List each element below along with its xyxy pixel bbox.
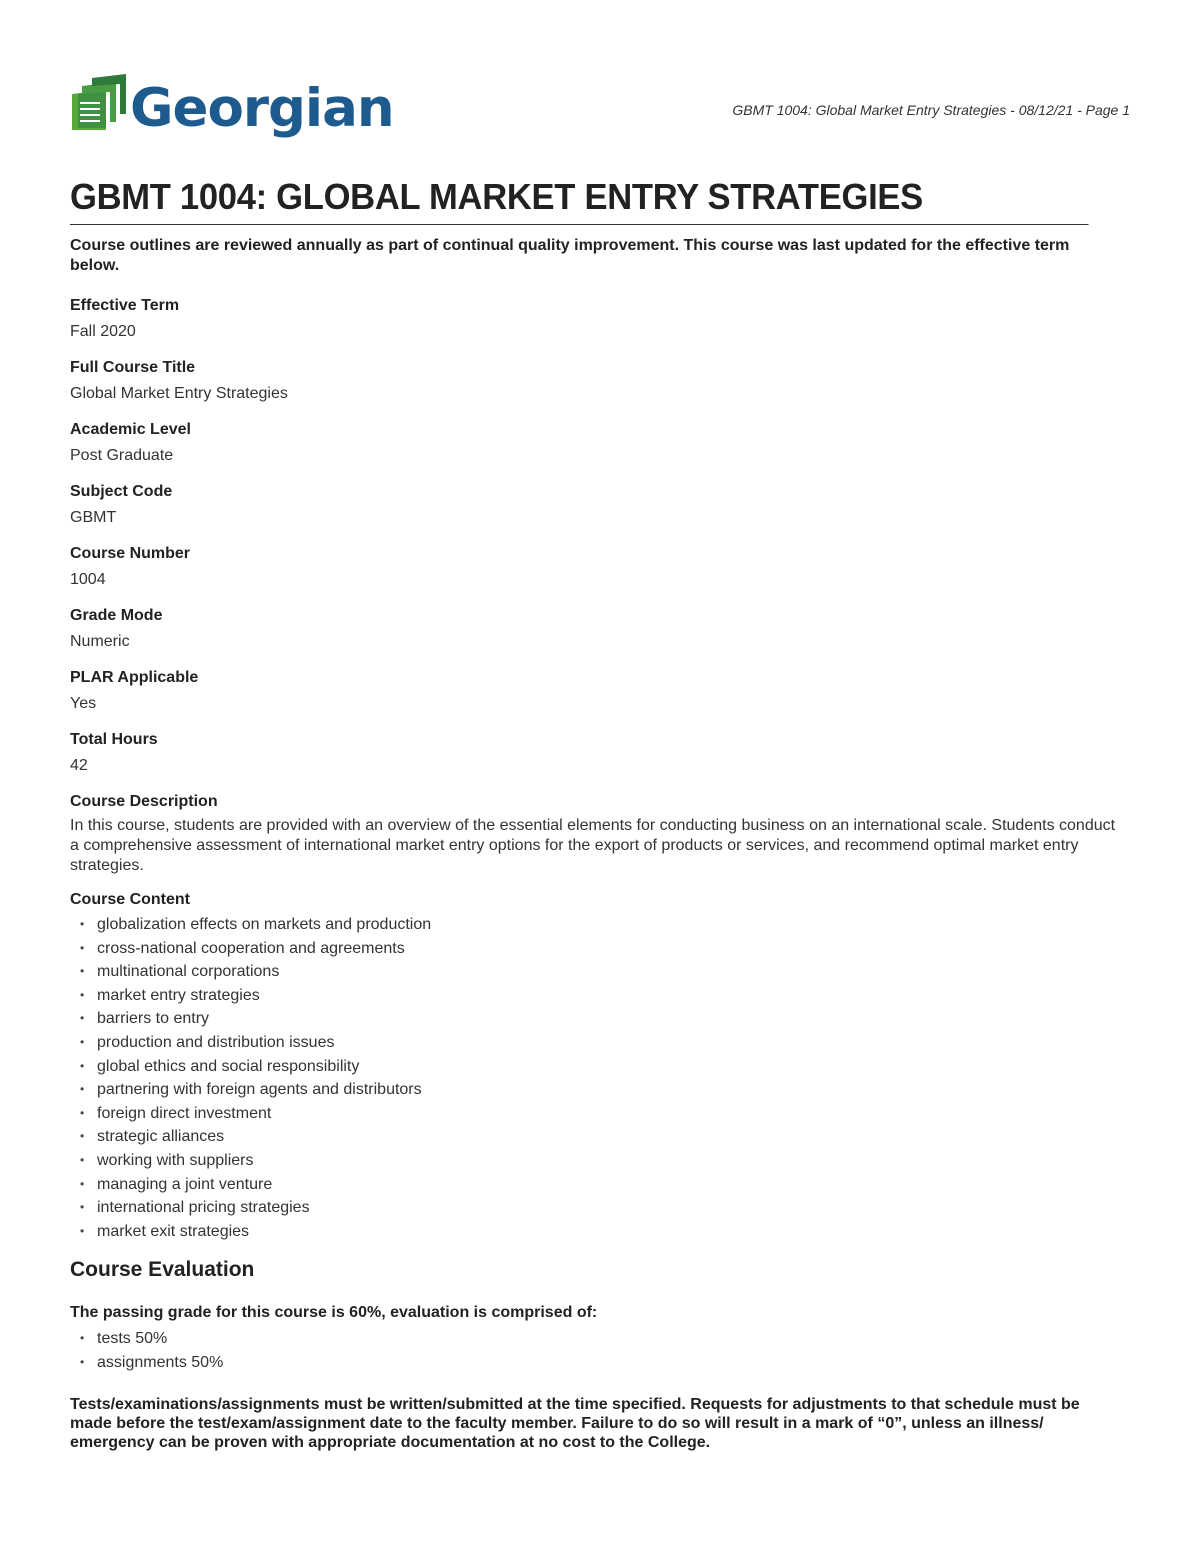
list-item: • global ethics and social responsibility xyxy=(76,1055,1116,1079)
list-item: • international pricing strategies xyxy=(76,1196,1116,1220)
running-header: GBMT 1004: Global Market Entry Strategies - 08/12/21 - Page 1 xyxy=(732,102,1130,118)
list-item: • partnering with foreign agents and distributors xyxy=(76,1078,1116,1102)
field-label: PLAR Applicable xyxy=(70,669,199,686)
field-label: Total Hours xyxy=(70,731,158,748)
field-value: Fall 2020 xyxy=(70,323,136,340)
course-outline-body xyxy=(70,236,1116,1452)
field-label: Course Description xyxy=(70,793,218,810)
intro-note: Course outlines are reviewed annually as part of continual quality improvement. This course was last updated for the effective term below. xyxy=(70,237,1070,274)
list-item: • strategic alliances xyxy=(76,1125,1116,1149)
field-label: Full Course Title xyxy=(70,359,196,376)
field-subject-code xyxy=(70,479,1116,530)
list-item: • production and distribution issues xyxy=(76,1031,1116,1055)
field-value: 1004 xyxy=(70,571,106,588)
field-full-course-title xyxy=(70,355,1116,406)
field-grade-mode xyxy=(70,603,1116,654)
field-course-description xyxy=(70,789,1116,876)
evaluation-intro: The passing grade for this course is 60%, evaluation is comprised of: xyxy=(70,1304,598,1322)
list-item: • globalization effects on markets and production xyxy=(76,913,1116,937)
field-label: Academic Level xyxy=(70,421,191,438)
list-item: • cross-national cooperation and agreements xyxy=(76,937,1116,961)
course-content-list xyxy=(70,913,1116,1243)
field-label: Grade Mode xyxy=(70,607,163,624)
field-plar-applicable xyxy=(70,665,1116,716)
field-effective-term xyxy=(70,293,1116,344)
list-item: • tests 50% xyxy=(76,1327,1116,1351)
field-label: Course Content xyxy=(70,891,190,908)
field-total-hours xyxy=(70,727,1116,778)
field-value: 42 xyxy=(70,757,88,774)
course-description-text: In this course, students are provided with an overview of the essential elements for conducting business on an international scale. Students conduct a comprehensive assessment of international market entry options for the export of products or services, and recommend optimal market entry strategies. xyxy=(70,817,1116,874)
list-item: • working with suppliers xyxy=(76,1149,1116,1173)
field-label: Subject Code xyxy=(70,483,173,500)
course-evaluation-heading: Course Evaluation xyxy=(70,1258,255,1282)
georgian-logo xyxy=(70,70,394,146)
georgian-logo-icon xyxy=(70,72,128,132)
field-academic-level xyxy=(70,417,1116,468)
list-item: • assignments 50% xyxy=(76,1351,1116,1375)
list-item: • managing a joint venture xyxy=(76,1173,1116,1197)
list-item: • multinational corporations xyxy=(76,960,1116,984)
field-value: Numeric xyxy=(70,633,130,650)
list-item: • market entry strategies xyxy=(76,984,1116,1008)
page-title: GBMT 1004: GLOBAL MARKET ENTRY STRATEGIES xyxy=(70,176,1089,225)
evaluation-policy: Tests/examinations/assignments must be written/submitted at the time specified. Requests for adjustments to that schedule must be made before the test/exam/assignment date to the faculty member. Failure to do so will result in a mark of “0”, unless an illness/ emergency can be proven with appropriate documentation at no cost to the College. xyxy=(70,1395,1080,1451)
field-course-content xyxy=(70,887,1116,1243)
evaluation-list xyxy=(70,1327,1116,1374)
field-label: Effective Term xyxy=(70,297,180,314)
list-item: • foreign direct investment xyxy=(76,1102,1116,1126)
field-value: Post Graduate xyxy=(70,447,174,464)
field-value: Global Market Entry Strategies xyxy=(70,385,288,402)
logo-wordmark: Georgian xyxy=(130,78,394,139)
field-course-number xyxy=(70,541,1116,592)
field-label: Course Number xyxy=(70,545,191,562)
field-value: Yes xyxy=(70,695,97,712)
list-item: • barriers to entry xyxy=(76,1007,1116,1031)
list-item: • market exit strategies xyxy=(76,1220,1116,1244)
field-value: GBMT xyxy=(70,509,117,526)
